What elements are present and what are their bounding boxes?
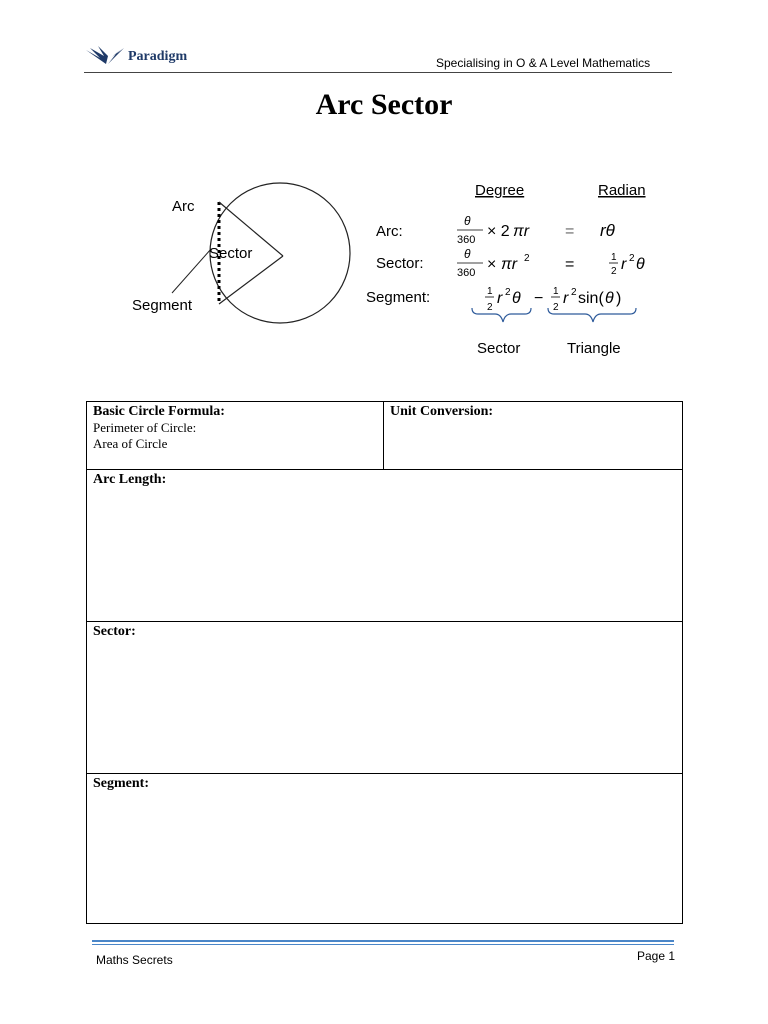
- svg-text:πr: πr: [501, 256, 518, 273]
- page-number: Page 1: [637, 949, 676, 963]
- formula-segment: [485, 286, 621, 313]
- row-arc: Arc:: [376, 223, 403, 240]
- header-tagline: Specialising in O & A Level Mathematics: [436, 56, 651, 70]
- svg-text:θ: θ: [512, 290, 521, 307]
- label-sector: Sector: [209, 245, 253, 262]
- svg-text:=: =: [565, 223, 575, 240]
- svg-text:1: 1: [611, 252, 617, 263]
- arc-sector-diagram: [120, 170, 660, 380]
- header-radian: Radian: [598, 182, 646, 199]
- sector-heading: Sector:: [93, 624, 136, 639]
- brand-name: Paradigm: [128, 49, 188, 64]
- basic-circle-heading: Basic Circle Formula:: [93, 404, 225, 419]
- svg-text:r: r: [563, 290, 569, 307]
- svg-text:360: 360: [457, 234, 476, 246]
- svg-text:=: =: [565, 256, 575, 273]
- svg-text:360: 360: [457, 267, 476, 279]
- segment-cell[interactable]: [87, 774, 682, 924]
- svg-text:): ): [616, 290, 622, 307]
- sector-cell[interactable]: [87, 622, 682, 774]
- svg-text:−: −: [534, 290, 544, 307]
- brace-sector: [472, 308, 531, 322]
- notes-table: [86, 401, 683, 924]
- svg-text:1: 1: [487, 286, 493, 297]
- footer-text: Maths Secrets: [96, 953, 173, 967]
- svg-text:2: 2: [524, 253, 530, 264]
- svg-text:× 2: × 2: [487, 223, 510, 240]
- area-label: Area of Circle: [93, 436, 168, 451]
- svg-text:2: 2: [487, 302, 493, 313]
- svg-text:θ: θ: [464, 214, 471, 228]
- svg-text:r: r: [497, 290, 503, 307]
- unit-conversion-heading: Unit Conversion:: [390, 404, 494, 419]
- svg-text:2: 2: [505, 287, 511, 298]
- svg-text:θ: θ: [605, 290, 614, 307]
- header-divider: [84, 72, 672, 73]
- unit-conversion-cell[interactable]: [384, 402, 682, 470]
- arc-length-heading: Arc Length:: [93, 472, 167, 487]
- svg-text:sin(: sin(: [578, 290, 604, 307]
- header-degree: Degree: [475, 182, 525, 199]
- svg-text:1: 1: [553, 286, 559, 297]
- footer-divider-thin: [92, 944, 674, 945]
- svg-text:θ: θ: [464, 247, 471, 261]
- label-segment: Segment: [132, 297, 193, 314]
- segment-heading: Segment:: [93, 776, 149, 791]
- svg-text:r: r: [621, 256, 627, 273]
- svg-text:πr: πr: [513, 223, 530, 240]
- row-sector: Sector:: [376, 255, 424, 272]
- footer-divider: [92, 940, 674, 942]
- svg-text:×: ×: [487, 256, 497, 273]
- svg-text:rθ: rθ: [600, 221, 615, 240]
- page-title: Arc Sector: [315, 88, 453, 121]
- formula-arc-degree: [457, 214, 616, 246]
- brace-label-triangle: Triangle: [567, 340, 621, 357]
- brace-triangle: [548, 308, 636, 322]
- svg-text:2: 2: [629, 253, 635, 264]
- brace-label-sector: Sector: [477, 340, 521, 357]
- svg-text:2: 2: [553, 302, 559, 313]
- radius-bottom: [219, 256, 283, 304]
- svg-text:2: 2: [571, 287, 577, 298]
- row-segment: Segment:: [366, 289, 431, 306]
- formula-sector: [457, 247, 645, 279]
- label-arc: Arc: [172, 198, 195, 215]
- svg-text:θ: θ: [636, 256, 645, 273]
- svg-text:2: 2: [611, 266, 617, 277]
- perimeter-label: Perimeter of Circle:: [93, 420, 197, 435]
- basic-circle-cell[interactable]: [87, 402, 384, 470]
- arc-length-cell[interactable]: [87, 470, 682, 622]
- segment-pointer: [172, 249, 211, 293]
